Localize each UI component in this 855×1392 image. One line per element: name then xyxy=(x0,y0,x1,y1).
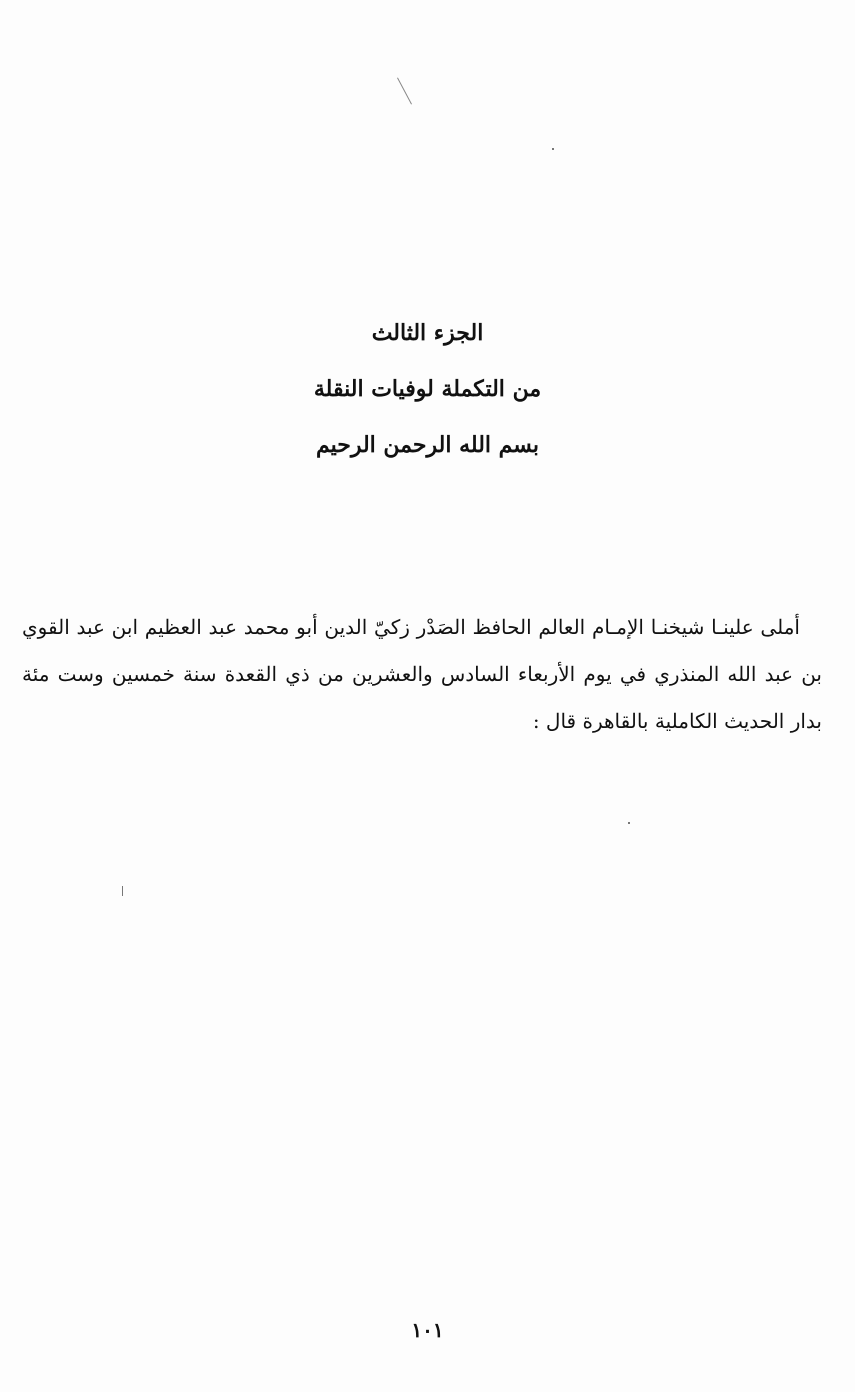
paragraph-text: أملى علينـا شيخنـا الإمـام العالم الحافظ الصَدْر زكيّ الدين أبو محمد عبد العظيم ابن عبد القوي بن عبد الله المنذري في يوم الأربعاء السادس والعشرين من ذي القعدة سنة خمسين وست مئة بدار الحديث الكاملية بالقاهرة قال : xyxy=(22,615,822,733)
scan-dot xyxy=(122,886,123,896)
scan-mark xyxy=(397,78,412,105)
opening-paragraph xyxy=(22,604,822,745)
part-heading: الجزء الثالث xyxy=(371,320,484,346)
title-block xyxy=(0,318,855,486)
book-title: من التكملة لوفيات النقلة xyxy=(313,376,542,402)
page-number: ١٠١ xyxy=(411,1318,444,1342)
scan-dot xyxy=(628,822,630,824)
scan-dot xyxy=(552,148,554,150)
basmala: بسم الله الرحمن الرحيم xyxy=(315,432,540,458)
